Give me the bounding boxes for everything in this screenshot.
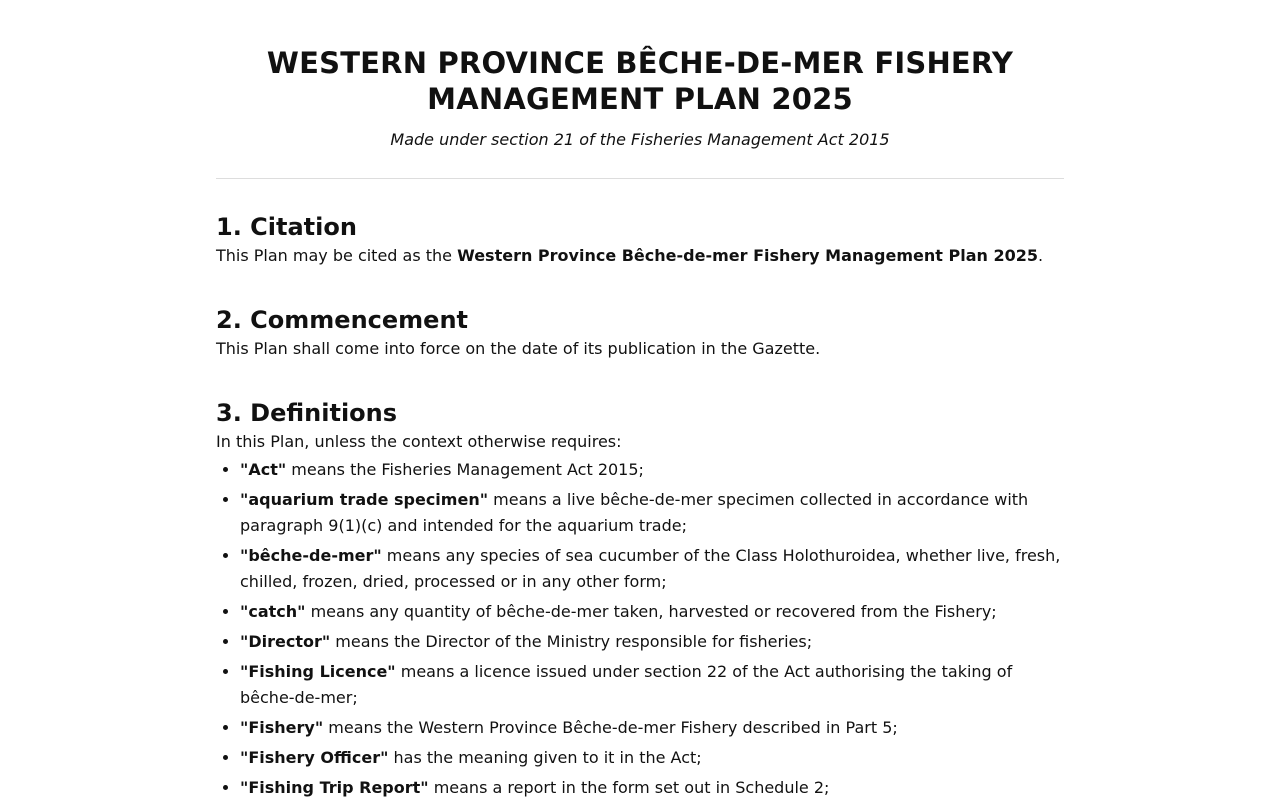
definition-item <box>240 745 1064 771</box>
definition-term: "catch" <box>240 602 306 621</box>
section-definitions <box>216 398 1064 800</box>
definitions-intro: In this Plan, unless the context otherwise requires: <box>216 432 622 451</box>
document-title-line-2: MANAGEMENT PLAN 2025 <box>427 82 853 116</box>
section-body: This Plan shall come into force on the date of its publication in the Gazette. <box>216 339 821 358</box>
section-commencement <box>216 305 1064 360</box>
definition-item <box>240 629 1064 655</box>
citation-plan-name: Western Province Bêche-de-mer Fishery Management Plan 2025 <box>457 246 1038 265</box>
definition-term: "Fishing Licence" <box>240 662 396 681</box>
definition-text: means the Fisheries Management Act 2015; <box>286 460 644 479</box>
definitions-list <box>216 457 1064 800</box>
definition-text: means a licence issued under section 22 of the Act authorising the taking of bêche-de-mer; <box>240 662 1013 707</box>
document-title-line-1: WESTERN PROVINCE BÊCHE-DE-MER FISHERY <box>266 46 1014 80</box>
definition-text: means the Director of the Ministry responsible for fisheries; <box>330 632 813 651</box>
document-page <box>216 0 1064 800</box>
section-body <box>216 245 1064 267</box>
definition-item <box>240 775 1064 800</box>
definition-term: "Fishing Trip Report" <box>240 778 429 797</box>
definition-item <box>240 457 1064 483</box>
document-subtitle: Made under section 21 of the Fisheries Management Act 2015 <box>390 130 890 149</box>
definition-item <box>240 659 1064 711</box>
definition-term: "bêche-de-mer" <box>240 546 382 565</box>
section-heading: 1. Citation <box>216 213 357 241</box>
citation-text: This Plan may be cited as the <box>216 246 458 265</box>
definition-text: means a report in the form set out in Schedule 2; <box>428 778 830 797</box>
definition-text: means any species of sea cucumber of the Class Holothuroidea, whether live, fresh, chilled, frozen, dried, processed or in any other form; <box>240 546 1061 591</box>
definition-text: means any quantity of bêche-de-mer taken, harvested or recovered from the Fishery; <box>305 602 997 621</box>
definition-term: "Fishery Officer" <box>240 748 389 767</box>
section-heading: 2. Commencement <box>216 306 468 334</box>
definition-term: "Act" <box>240 460 287 479</box>
title-divider <box>216 178 1064 179</box>
definition-item <box>240 487 1064 539</box>
definition-item <box>240 715 1064 741</box>
definition-term: "aquarium trade specimen" <box>240 490 489 509</box>
citation-text-end: . <box>1038 246 1044 265</box>
definition-item <box>240 543 1064 595</box>
definition-item <box>240 599 1064 625</box>
document-title <box>216 45 1064 117</box>
section-citation <box>216 212 1064 267</box>
definition-text: means the Western Province Bêche-de-mer Fishery described in Part 5; <box>323 718 898 737</box>
definition-text: means a live bêche-de-mer specimen collected in accordance with paragraph 9(1)(c) and intended for the aquarium trade; <box>240 490 1029 535</box>
definition-term: "Director" <box>240 632 331 651</box>
section-heading: 3. Definitions <box>216 399 398 427</box>
definition-term: "Fishery" <box>240 718 324 737</box>
definition-text: has the meaning given to it in the Act; <box>388 748 702 767</box>
